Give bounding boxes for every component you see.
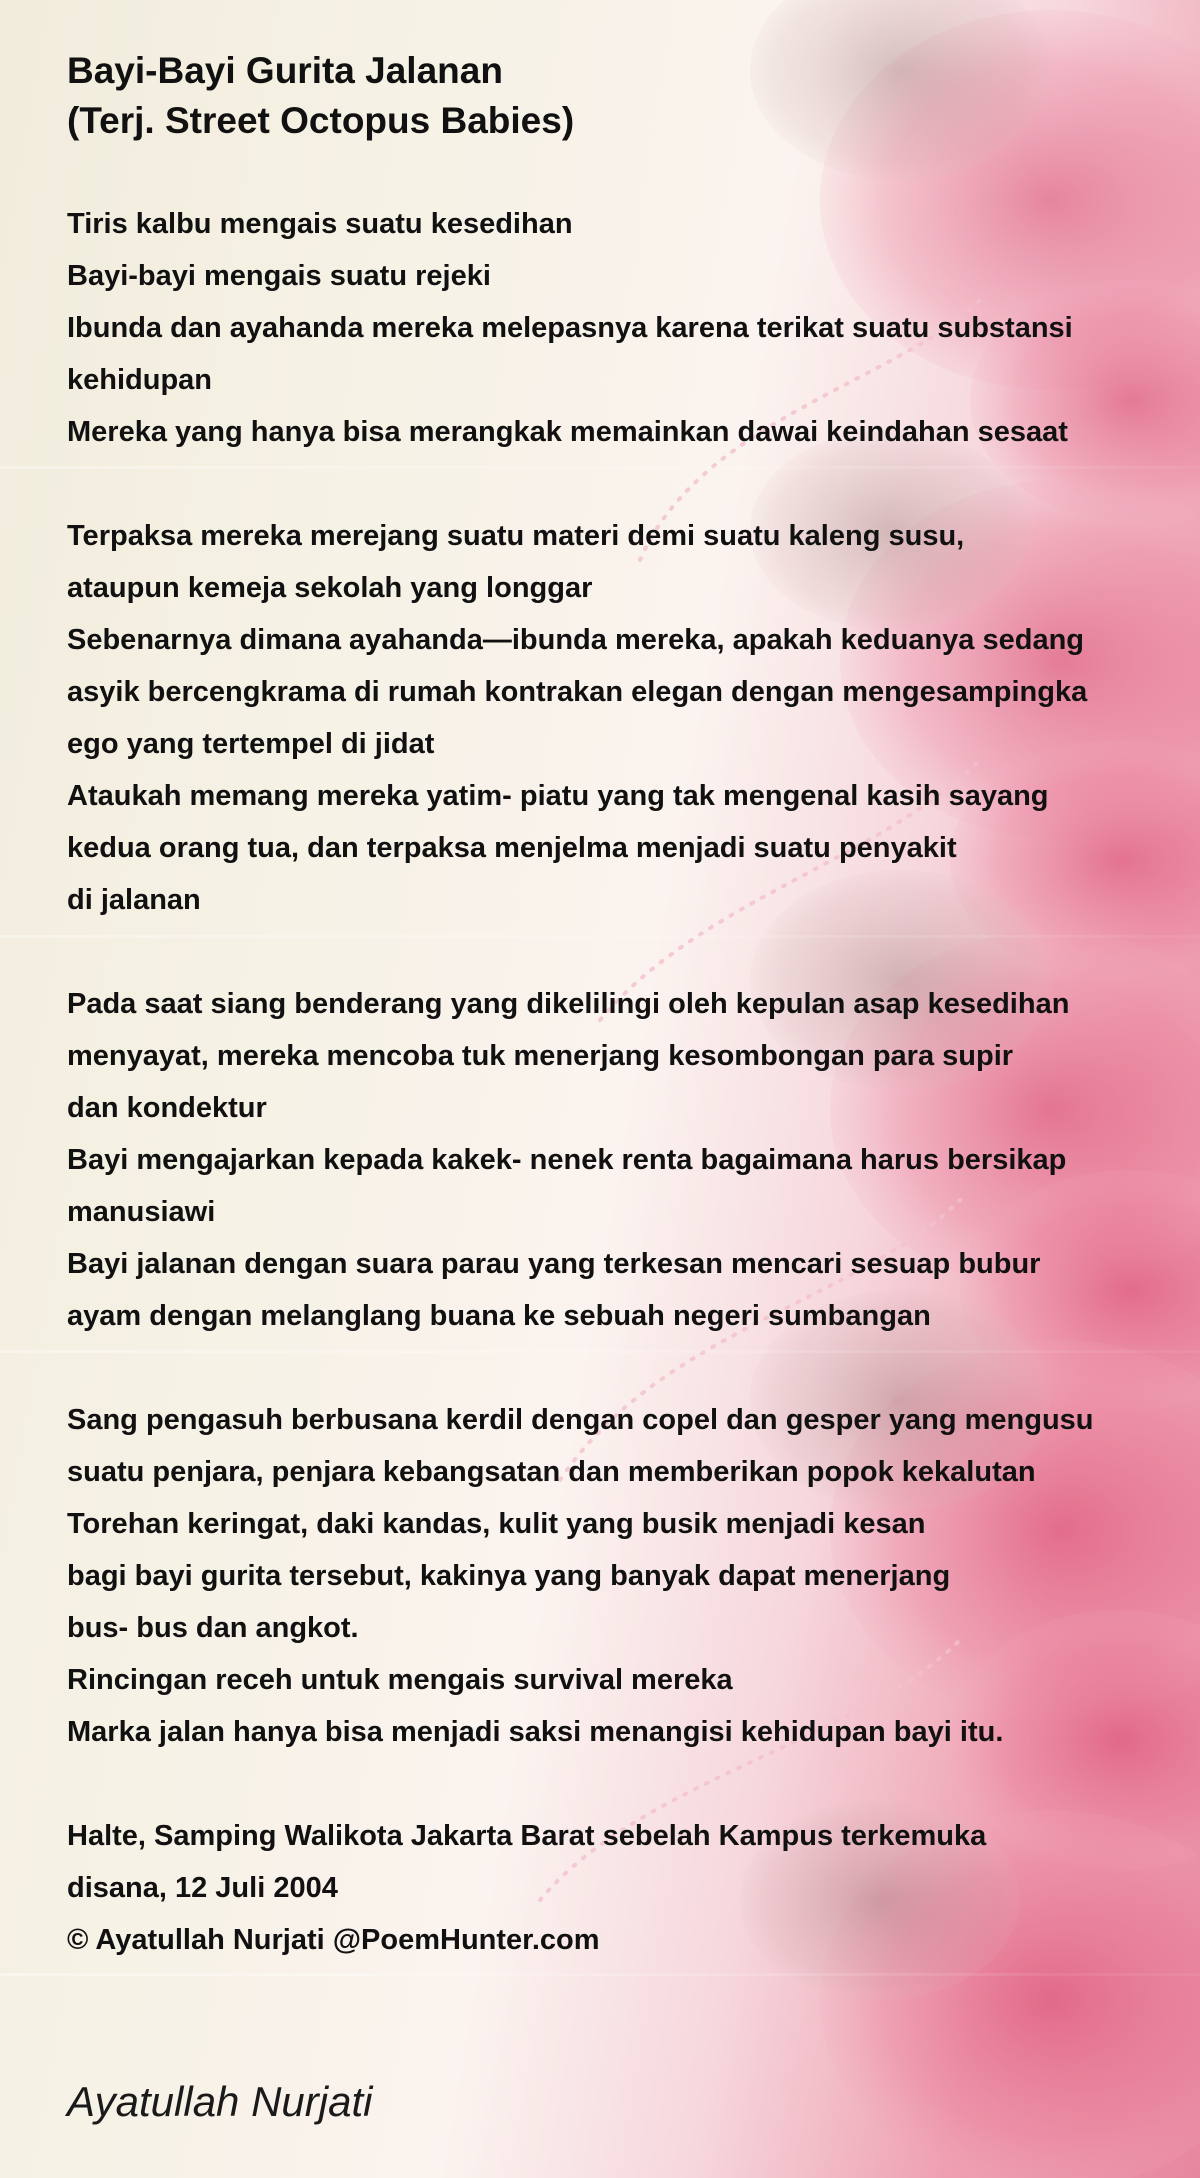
poem-line: bus- bus dan angkot. [67,1612,359,1644]
poem-date-line: disana, 12 Juli 2004 [67,1872,338,1904]
poem-line: Tiris kalbu mengais suatu kesedihan [67,208,573,240]
poem-line: Sebenarnya dimana ayahanda—ibunda mereka, apakah keduanya sedang [67,624,1085,656]
author-signature: Ayatullah Nurjati [67,2078,373,2125]
poem-line: ayam dengan melanglang buana ke sebuah negeri sumbangan [67,1300,931,1332]
poem-title [67,46,1200,146]
poem-line: kedua orang tua, dan terpaksa menjelma menjadi suatu penyakit [67,832,957,864]
poem-line: bagi bayi gurita tersebut, kakinya yang banyak dapat menerjang [67,1560,951,1592]
poem-footer-stanza [67,1810,1200,1966]
poem-line: di jalanan [67,884,201,916]
poem-content [67,46,1200,2018]
poem-place-line: Halte, Samping Walikota Jakarta Barat sebelah Kampus terkemuka [67,1820,987,1852]
poem-stanza [67,198,1200,458]
poem-line: Bayi jalanan dengan suara parau yang terkesan mencari sesuap bubur [67,1248,1041,1280]
poem-line: Sang pengasuh berbusana kerdil dengan copel dan gesper yang mengusu [67,1404,1094,1436]
poem-line: Pada saat siang benderang yang dikelilingi oleh kepulan asap kesedihan [67,988,1070,1020]
poem-line: Bayi-bayi mengais suatu rejeki [67,260,491,292]
poem-line: Ibunda dan ayahanda mereka melepasnya karena terikat suatu substansi [67,312,1073,344]
poem-line: ego yang tertempel di jidat [67,728,435,760]
poem-title-line: Bayi-Bayi Gurita Jalanan [67,50,503,91]
poem-line: Marka jalan hanya bisa menjadi saksi menangisi kehidupan bayi itu. [67,1716,1004,1748]
poem-line: Bayi mengajarkan kepada kakek- nenek renta bagaimana harus bersikap [67,1144,1067,1176]
poem-line: Rincingan receh untuk mengais survival mereka [67,1664,733,1696]
poem-line: kehidupan [67,364,213,396]
poem-line: dan kondektur [67,1092,267,1124]
poem-stanza [67,978,1200,1342]
poem-line: Terpaksa mereka merejang suatu materi demi suatu kaleng susu, [67,520,965,552]
poem-line: manusiawi [67,1196,216,1228]
copyright-line: © Ayatullah Nurjati @PoemHunter.com [67,1924,600,1956]
poem-line: Ataukah memang mereka yatim- piatu yang tak mengenal kasih sayang [67,780,1049,812]
poem-line: suatu penjara, penjara kebangsatan dan memberikan popok kekalutan [67,1456,1036,1488]
poem-stanza [67,510,1200,926]
poem-stanza [67,1394,1200,1758]
poem-line: Mereka yang hanya bisa merangkak memainkan dawai keindahan sesaat [67,416,1068,448]
poem-line: asyik bercengkrama di rumah kontrakan elegan dengan mengesampingka [67,676,1088,708]
poem-line: Torehan keringat, daki kandas, kulit yang busik menjadi kesan [67,1508,926,1540]
poem-line: ataupun kemeja sekolah yang longgar [67,572,593,604]
poem-line: menyayat, mereka mencoba tuk menerjang kesombongan para supir [67,1040,1014,1072]
poem-title-line: (Terj. Street Octopus Babies) [67,100,575,141]
